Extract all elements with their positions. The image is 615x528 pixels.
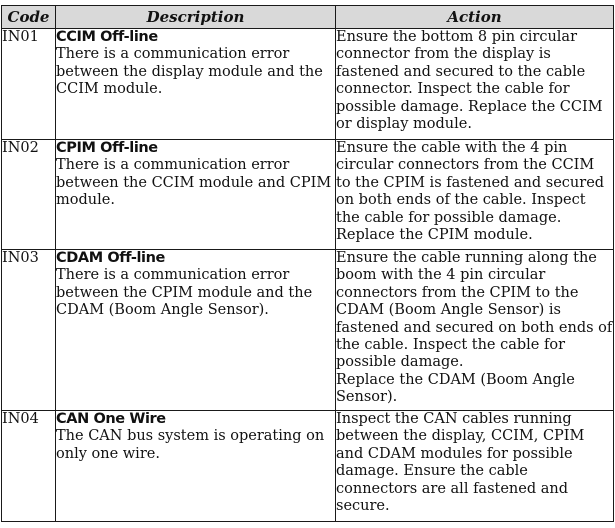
row-action: Ensure the cable with the 4 pin circular connectors from the CCIM to the CPIM is fastened and secured on both ends of the cable. Inspect the cable for possible damage. [336,140,605,226]
row-description-cell [56,29,336,140]
row-title: CDAM Off-line [56,250,165,266]
table-header-row [2,6,614,29]
table-row [2,411,614,522]
row-code: IN01 [2,29,56,140]
header-description: Description [56,6,336,29]
row-description: There is a communication error between the CCIM module and CPIM module. [56,157,332,209]
row-description-cell [56,411,336,522]
row-title: CPIM Off-line [56,140,158,156]
row-action: Ensure the cable running along the boom with the 4 pin circular connectors from the CPIM to the CDAM (Boom Angle Sensor) is fastened and secured on both ends of the cable. Inspect the cable for possible damage. [336,250,613,371]
header-code: Code [2,6,56,29]
table-row [2,29,614,140]
row-action: Inspect the CAN cables running between the display, CCIM, CPIM and CDAM modules for possible damage. Ensure the cable connectors are all fastened and secure. [336,411,585,515]
row-description: There is a communication error between the display module and the CCIM module. [56,46,323,98]
table-row [2,250,614,411]
row-action-replace: Replace the CPIM module. [336,227,533,244]
row-description: There is a communication error between the CPIM module and the CDAM (Boom Angle Sensor). [56,267,313,319]
row-code: IN02 [2,140,56,250]
row-action-cell [336,140,614,250]
table-row [2,140,614,250]
row-description: The CAN bus system is operating on only one wire. [56,428,325,462]
row-action-cell [336,411,614,522]
row-action: Ensure the bottom 8 pin circular connector from the display is fastened and secured to the cable connector. Inspect the cable for possible damage. Replace the CCIM or display module. [336,29,603,133]
error-code-table [1,5,614,522]
row-code: IN04 [2,411,56,522]
row-title: CCIM Off-line [56,29,158,45]
row-action-cell [336,29,614,140]
row-code: IN03 [2,250,56,411]
row-description-cell [56,140,336,250]
row-description-cell [56,250,336,411]
header-action: Action [336,6,614,29]
row-action-replace: Replace the CDAM (Boom Angle Sensor). [336,371,575,406]
row-action-cell [336,250,614,411]
row-title: CAN One Wire [56,411,166,427]
